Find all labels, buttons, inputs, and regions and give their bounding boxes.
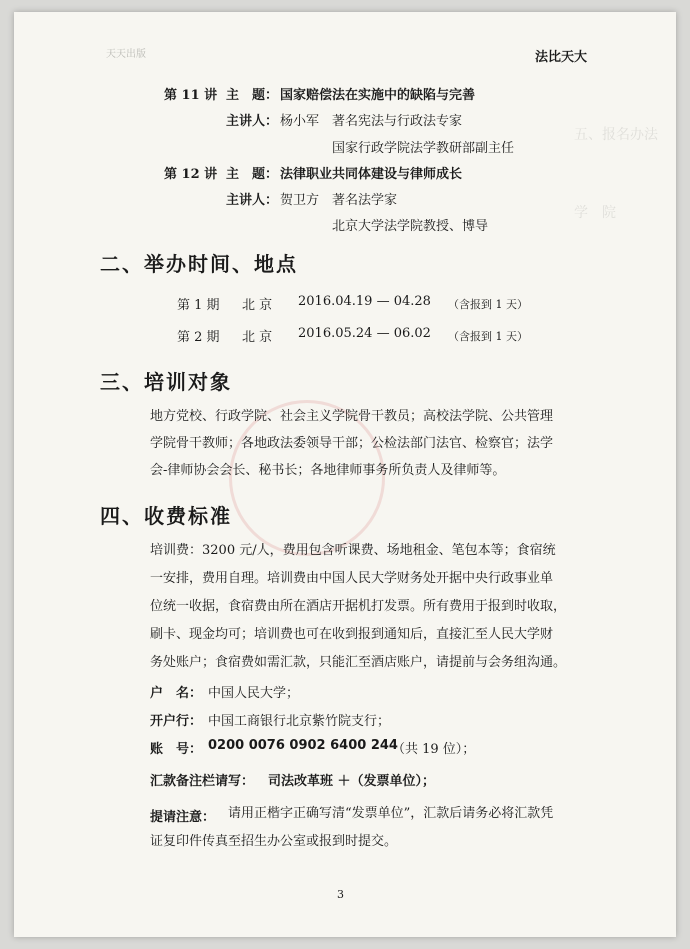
header-title: 法比天大 xyxy=(535,50,588,65)
bank-label: 开户行： xyxy=(150,714,203,729)
lecture-12-index: 第 12 讲 xyxy=(164,167,218,182)
lecture-11-topic-label: 主 题： xyxy=(226,88,279,103)
account-name-label: 户 名： xyxy=(150,686,203,701)
account-number-label: 账 号： xyxy=(150,742,203,757)
session-1-note: （含报到 1 天） xyxy=(448,298,528,311)
document-page xyxy=(14,12,676,937)
lecture-11-title-1: 著名宪法与行政法专家 xyxy=(332,114,463,129)
lecture-12-title-2: 北京大学法学院教授、博导 xyxy=(332,219,489,234)
fee-line-1: 培训费：3200 元/人，费用包含听课费、场地租金、笔包本等；食宿统 xyxy=(150,543,556,558)
lecture-12-topic-label: 主 题： xyxy=(226,167,279,182)
section-3-heading: 三、培训对象 xyxy=(100,370,232,394)
account-name: 中国人民大学； xyxy=(208,686,300,701)
lecture-11-title-2: 国家行政学院法学教研部副主任 xyxy=(332,141,515,156)
section-4-heading: 四、收费标准 xyxy=(100,504,232,528)
bank-name: 中国工商银行北京紫竹院支行； xyxy=(208,714,391,729)
session-1-dates: 2016.04.19 — 04.28 xyxy=(298,294,431,309)
session-2-period: 第 2 期 xyxy=(177,330,220,345)
header-left-faded: 天天出版 xyxy=(106,49,146,60)
fee-line-4: 刷卡、现金均可；培训费也可在收到报到通知后，直接汇至人民大学财 xyxy=(150,627,554,642)
fee-line-5: 务处账户；食宿费如需汇款，只能汇至酒店账户，请提前与会务组沟通。 xyxy=(150,655,567,670)
notice-label: 提请注意： xyxy=(150,810,216,825)
fee-line-2: 一安排，费用自理。培训费由中国人民大学财务处开据中央行政事业单 xyxy=(150,571,554,586)
fee-line-3: 位统一收据，食宿费由所在酒店开据机打发票。所有费用于报到时收取， xyxy=(150,599,567,614)
notice-line-1: 请用正楷字正确写清“发票单位”，汇款后请务必将汇款凭 xyxy=(228,806,554,821)
lecture-12-speaker-label: 主讲人： xyxy=(226,193,279,208)
lecture-11-topic: 国家赔偿法在实施中的缺陷与完善 xyxy=(280,88,476,103)
session-1-city: 北 京 xyxy=(242,298,273,313)
notice-line-2: 证复印件传真至招生办公室或报到时提交。 xyxy=(150,834,398,849)
bleed-through-text: 学 院 xyxy=(574,205,616,221)
section-2-heading: 二、举办时间、地点 xyxy=(100,252,298,276)
lecture-11-speaker-label: 主讲人： xyxy=(226,114,279,129)
session-2-dates: 2016.05.24 — 06.02 xyxy=(298,326,431,341)
page-number: 3 xyxy=(337,888,344,901)
session-2-city: 北 京 xyxy=(242,330,273,345)
account-number: 0200 0076 0902 6400 244 xyxy=(208,738,398,753)
lecture-11-index: 第 11 讲 xyxy=(164,88,218,103)
remark-label: 汇款备注栏请写： xyxy=(150,774,255,789)
lecture-12-speaker: 贺卫方 xyxy=(280,193,320,208)
lecture-12-topic: 法律职业共同体建设与律师成长 xyxy=(280,167,463,182)
account-number-note: （共 19 位）； xyxy=(392,742,476,757)
lecture-11-speaker: 杨小军 xyxy=(280,114,320,129)
audience-line-2: 学院骨干教师；各地政法委领导干部；公检法部门法官、检察官；法学 xyxy=(150,436,554,451)
session-2-note: （含报到 1 天） xyxy=(448,330,528,343)
audience-line-1: 地方党校、行政学院、社会主义学院骨干教员；高校法学院、公共管理 xyxy=(150,409,554,424)
bleed-through-text: 五、报名办法 xyxy=(574,127,658,143)
lecture-12-title-1: 著名法学家 xyxy=(332,193,398,208)
session-1-period: 第 1 期 xyxy=(177,298,220,313)
remark-value: 司法改革班 ＋（发票单位）； xyxy=(268,774,436,789)
audience-line-3: 会-律师协会会长、秘书长；各地律师事务所负责人及律师等。 xyxy=(150,463,506,478)
